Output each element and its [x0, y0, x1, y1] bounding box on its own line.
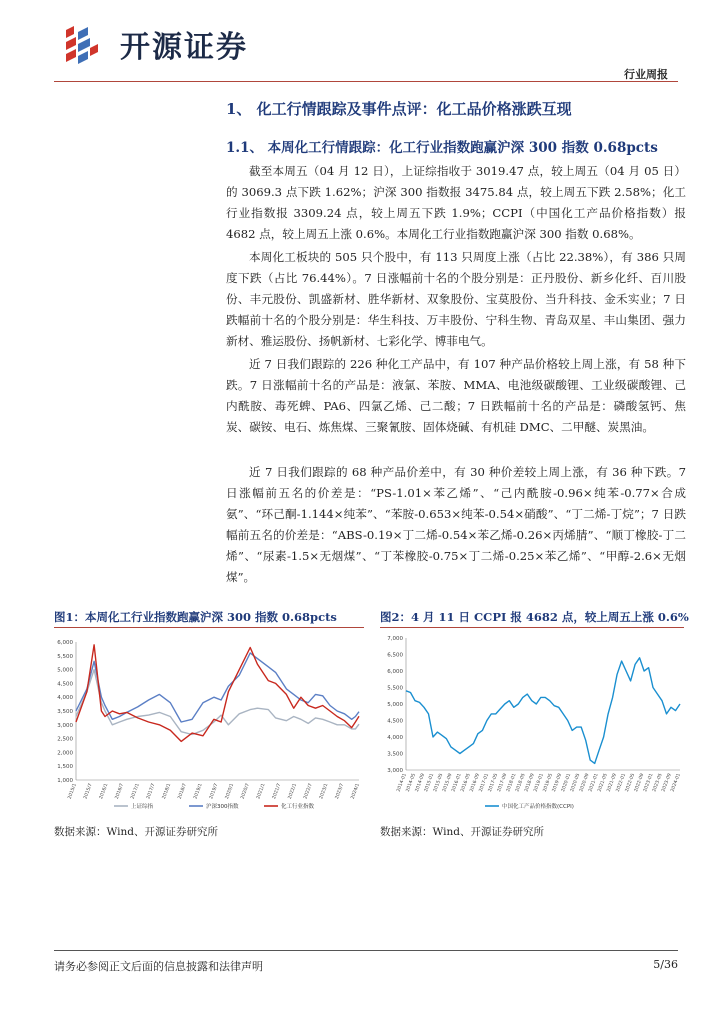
y-tick-label: 2,000	[57, 750, 73, 757]
x-tick-label: 2021-01	[588, 772, 600, 793]
y-tick-label: 6,000	[387, 669, 403, 675]
paragraph-product-prices: 近 7 日我们跟踪的 226 种化工产品中，有 107 种产品价格较上周上涨，有 58 种下跌。7 日涨幅前十名的产品是：液氯、苯胺、MMA、电池级碳酸锂、工业级碳酸锂、己内酰胺、毒死蜱、PA6、四氯乙烯、己二酸；7 日跌幅前十名的产品是：磷酸氢钙、焦炭、碳铵、电石、炼焦煤、三聚氰胺、固体烧碱、有机硅 DMC、二甲醚、炭黑油。	[226, 357, 686, 434]
y-tick-label: 4,500	[387, 718, 403, 725]
x-tick-label: 2022-09	[634, 772, 646, 793]
x-tick-label: 2023-05	[652, 772, 664, 793]
x-tick-label: 2018/1	[161, 782, 173, 800]
y-tick-label: 3,000	[57, 722, 73, 729]
x-tick-label: 2017/1	[130, 782, 141, 800]
x-tick-label: 2014-05	[405, 772, 418, 793]
x-tick-label: 2022/1	[287, 782, 298, 800]
brand-name: 开源证券	[120, 30, 248, 65]
legend-label: 中国化工产品价格指数(CCPI)	[502, 804, 574, 810]
x-tick-label: 2016/1	[99, 782, 110, 800]
x-tick-label: 2021-05	[597, 772, 609, 793]
x-tick-label: 2023/1	[319, 782, 330, 800]
x-tick-label: 2022/7	[303, 782, 314, 800]
header-divider	[54, 81, 678, 82]
subsection-heading: 1.1、 本周化工行情跟踪：化工行业指数跑赢沪深 300 指数 0.68pcts	[226, 140, 658, 156]
legend-label: 沪深300指数	[206, 804, 239, 810]
series-line-2-0	[406, 658, 680, 764]
x-tick-label: 2018/7	[177, 782, 188, 800]
y-tick-label: 6,500	[387, 652, 403, 659]
x-tick-label: 2019-01	[533, 772, 545, 793]
y-tick-label: 5,500	[387, 685, 403, 692]
x-tick-label: 2014-01	[396, 772, 408, 793]
x-tick-label: 2015/1	[67, 782, 78, 800]
series-line-1-2	[76, 645, 359, 742]
x-tick-label: 2022-05	[624, 772, 637, 793]
x-tick-label: 2018-01	[506, 772, 518, 793]
x-tick-label: 2018-05	[515, 772, 527, 793]
x-tick-label: 2017-09	[497, 772, 509, 793]
x-tick-label: 2017-05	[487, 772, 500, 793]
section-heading: 1、 化工行情跟踪及事件点评：化工品价格涨跌互现	[226, 100, 572, 118]
series-line-1-0	[76, 670, 359, 735]
x-tick-label: 2019-05	[542, 772, 555, 793]
chart-ccpi	[380, 630, 684, 815]
y-tick-label: 2,500	[57, 736, 73, 743]
figure-1-source: 数据来源：Wind、开源证券研究所	[54, 826, 218, 838]
x-tick-label: 2023/7	[334, 782, 346, 800]
x-tick-label: 2020-01	[561, 772, 573, 793]
x-tick-label: 2018-09	[524, 772, 536, 793]
x-tick-label: 2021/7	[272, 782, 283, 800]
x-tick-label: 2017/7	[146, 782, 157, 800]
company-logo	[62, 22, 248, 66]
y-tick-label: 4,000	[387, 735, 403, 741]
x-tick-label: 2020-09	[579, 772, 591, 793]
x-tick-label: 2020-05	[570, 772, 582, 793]
figure-1-divider	[54, 627, 364, 628]
x-tick-label: 2015-05	[433, 772, 445, 793]
x-tick-label: 2024-01	[670, 772, 682, 793]
x-tick-label: 2023-01	[643, 772, 655, 793]
x-tick-label: 2016-01	[451, 772, 463, 793]
figure-2-source: 数据来源：Wind、开源证券研究所	[380, 826, 544, 838]
x-tick-label: 2022-01	[615, 772, 628, 793]
x-tick-label: 2015-01	[424, 772, 436, 793]
y-tick-label: 4,500	[57, 681, 73, 688]
paragraph-market-summary: 截至本周五（04 月 12 日），上证综指收于 3019.47 点，较上周五（04 月 05 日）的 3069.3 点下跌 1.62%；沪深 300 指数报 3475.84 点，较上周五下跌 2.58%；化工行业指数报 3309.24 点，较上周五下跌 1.9%；CCPI（中国化工产品价格指数）报 4682 点，较上周五上涨 0.6%。本周化工行业指数跑赢沪深 300 指数 0.68%。	[226, 164, 686, 241]
report-type-label: 行业周报	[624, 68, 668, 81]
kaiyuan-logo-icon	[62, 22, 110, 66]
y-tick-label: 7,000	[387, 636, 403, 642]
y-tick-label: 1,500	[57, 764, 73, 771]
y-tick-label: 5,500	[57, 653, 73, 660]
y-tick-label: 3,500	[387, 751, 403, 758]
y-tick-label: 6,000	[57, 640, 73, 646]
y-tick-label: 1,000	[57, 778, 73, 784]
x-tick-label: 2016/7	[114, 782, 126, 800]
chart-index-comparison	[54, 630, 364, 815]
x-tick-label: 2020/1	[224, 782, 236, 800]
x-tick-label: 2019/7	[209, 782, 220, 800]
x-tick-label: 2014-09	[414, 772, 427, 793]
figure-1-title: 图1：本周化工行业指数跑赢沪深 300 指数 0.68pcts	[54, 610, 337, 624]
y-tick-label: 4,000	[57, 695, 73, 702]
x-tick-label: 2017-01	[478, 772, 491, 793]
footer-disclaimer: 请务必参阅正文后面的信息披露和法律声明	[54, 960, 263, 973]
y-tick-label: 3,000	[387, 768, 403, 774]
series-line-1-1	[76, 653, 359, 722]
footer-divider	[54, 950, 678, 951]
x-tick-label: 2019-09	[551, 772, 564, 793]
page-number: 5/36	[653, 958, 678, 971]
paragraph-stock-movers: 本周化工板块的 505 只个股中，有 113 只周度上涨（占比 22.38%），有 386 只周度下跌（占比 76.44%）。7 日涨幅前十名的个股分别是：正丹股份、新乡化纤、百川股份、丰元股份、凯盛新材、胜华新材、双象股份、宝莫股份、当升科技、金禾实业；7 日跌幅前十名的个股分别是：华生科技、万丰股份、宁科生物、青岛双星、丰山集团、强力新材、雅运股份、扬帆新材、七彩化学、博菲电气。	[226, 250, 686, 348]
x-tick-label: 2016-09	[469, 772, 481, 793]
y-tick-label: 3,500	[57, 709, 73, 715]
x-tick-label: 2021/1	[256, 782, 267, 800]
figure-2-title: 图2：4 月 11 日 CCPI 报 4682 点，较上周五上涨 0.6%	[380, 610, 689, 624]
x-tick-label: 2015/7	[83, 782, 94, 800]
x-tick-label: 2024/1	[350, 782, 361, 800]
x-tick-label: 2020/7	[240, 782, 251, 800]
figure-2-divider	[380, 627, 684, 628]
y-tick-label: 5,000	[57, 667, 73, 674]
legend-label: 化工行业指数	[281, 804, 315, 810]
x-tick-label: 2016-05	[460, 772, 472, 793]
x-tick-label: 2021-09	[606, 772, 618, 793]
x-tick-label: 2015-09	[442, 772, 454, 793]
x-tick-label: 2023-09	[661, 772, 673, 793]
y-tick-label: 5,000	[387, 702, 403, 708]
x-tick-label: 2019/1	[193, 782, 204, 800]
paragraph-price-spreads: 近 7 日我们跟踪的 68 种产品价差中，有 30 种价差较上周上涨，有 36 种下跌。7 日涨幅前五名的价差是：“PS-1.01×苯乙烯”、“己内酰胺-0.96×纯苯-0.77×合成氨”、“环己酮-1.144×纯苯”、“苯胺-0.653×纯苯-0.54×硝酸”、“丁二烯-丁烷”；7 日跌幅前五名的价差是：“ABS-0.19×丁二烯-0.54×苯乙烯-0.26×丙烯腈”、“顺丁橡胶-丁二烯”、“尿素-1.5×无烟煤”、“丁苯橡胶-0.75×丁二烯-0.25×苯乙烯”、“甲醇-2.6×无烟煤”。	[226, 465, 686, 584]
legend-label: 上证综指	[131, 804, 154, 810]
